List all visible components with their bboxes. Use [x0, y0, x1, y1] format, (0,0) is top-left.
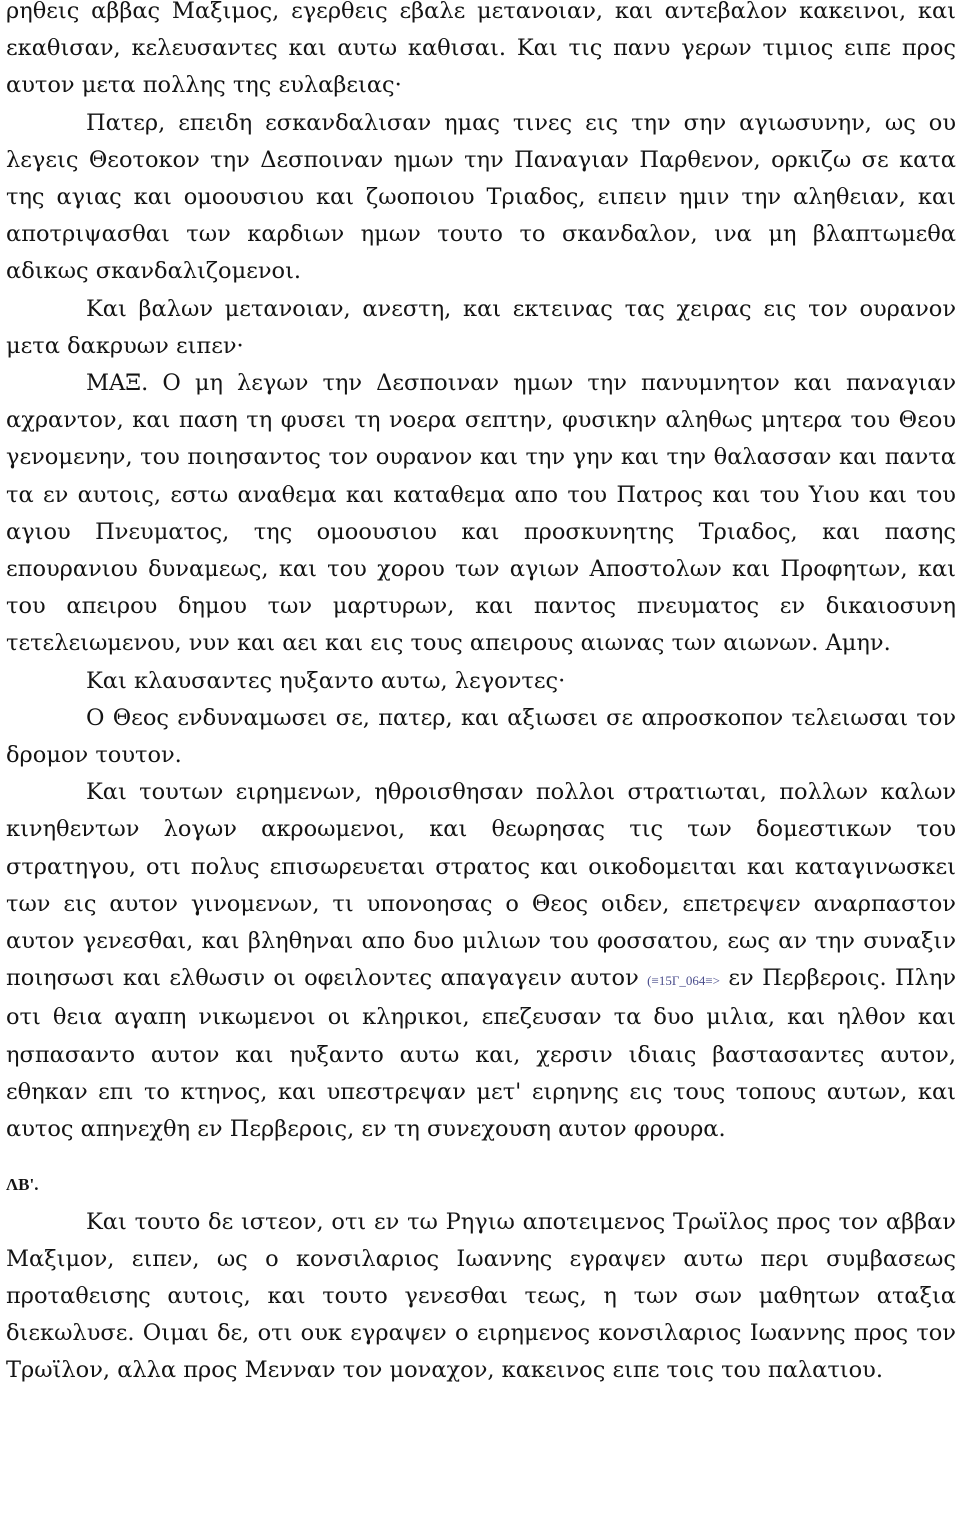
page-marker: (≡15Γ_064≡>	[647, 973, 720, 989]
document-page	[6, 0, 956, 1390]
paragraph-7-part-b: εν Περβεροις. Πλην οτι θεια αγαπη νικωμενοι οι κληρικοι, επεζευσαν τα δυο μιλια, και ηλθον και ησπασαντο αυτον και ηυξαντο αυτω και, χερσιν ιδιαις βαστασαντες αυτον, εθηκαν επι το κτηνος, και υπεστρεψαν μετ' ειρηνης εις τους τοπους αυτων, και αυτος απηνεχθη εν Περβεροις, εν τη συνεχουση αυτον φρουρα.	[6, 965, 957, 1143]
paragraph-3: Και βαλων μετανοιαν, ανεστη, και εκτεινας τας χειρας εις τον ουρανον μετα δακρυων ειπεν·	[6, 295, 956, 359]
paragraph-6: Ο Θεος ενδυναμωσει σε, πατερ, και αξιωσει σε απροσκοπον τελειωσαι τον δρομον τουτον.	[6, 704, 956, 769]
paragraph-2: Πατερ, επειδη εσκανδαλισαν ημας τινες εις την σην αγιωσυνην, ως ου λεγεις Θεοτοκον την Δεσποιναν ημων την Παναγιαν Παρθενον, ορκιζω σε κατα της αγιας και ομοουσιου και ζωοποιου Τριαδος, ειπειν ημιν την αληθειαν, και αποτριψασθαι των καρδιων ημων τουτο το σκανδαλον, ινα μη βλαπτωμεθα αδικως σκανδαλιζομενοι.	[6, 109, 956, 285]
paragraph-8: Και τουτο δε ιστεον, οτι εν τω Ρηγιω αποτειμενος Τρωϊλος προς τον αββαν Μαξιμον, ειπεν, ως ο κονσιλαριος Ιωαννης εγραψεν αυτω περι συμβασεως προταθεισης αυτοις, και τουτο γενεσθαι τεως, η των σων μαθητων αταξια διεκωλυσε. Οιμαι δε, οτι ουκ εγραψεν ο ειρημενος κονσιλαριος Ιωαννης προς τον Τρωϊλον, αλλα προς Μενναν τον μοναχον, κακεινος ειπε τοις του παλατιου.	[6, 1208, 956, 1384]
paragraph-7	[6, 774, 956, 1148]
paragraph-5: Και κλαυσαντες ηυξαντο αυτω, λεγοντες·	[86, 667, 566, 694]
paragraph-7-part-a: Και τουτων ειρημενων, ηθροισθησαν πολλοι στρατιωται, πολλων καλων κινηθεντων λογων ακροωμενοι, και θεωρησας τις των δομεστικων του στρατηγου, οτι πολυς επισωρευεται στρατος και οικοδομειται και καταγινωσκει των εις αυτον γινομενων, τι υπονοησας ο Θεος οιδεν, επετρεψεν αναρπαστον αυτον γενεσθαι, και βληθηναι απο δυο μιλιων του φοσσατου, εως αν την συναξιν ποιησωσι και ελθωσιν οι οφειλοντες απαγαγειν αυτον	[6, 779, 956, 992]
paragraph-4: ΜΑΞ. Ο μη λεγων την Δεσποιναν ημων την πανυμνητον και παναγιαν αχραντον, και παση τη φυσει τη νοερα σεπτην, φυσικην αληθως μητερα του Θεου γενομενην, του ποιησαντος τον ουρανον και την γην και την θαλασσαν και παντα τα εν αυτοις, εστω αναθεμα και καταθεμα απο του Πατρος και του Υιου και του αγιου Πνευματος, της ομοουσιου και προσκυνητης Τριαδος, και πασης επουρανιου δυναμεως, και του χορου των αγιων Αποστολων και Προφητων, και του απειρου δημου των μαρτυρων, και παντος πνευματος εν δικαιοσυνη τετελειωμενου, νυν και αει και εις τους απειρους αιωνας των αιωνων. Αμην.	[6, 370, 956, 657]
paragraph-1: ρηθεις αββας Μαξιμος, εγερθεις εβαλε μετανοιαν, και αντεβαλον κακεινοι, και εκαθισαν, κελευσαντες και αυτω καθισαι. Και τις πανυ γερων τιμιος ειπε προς αυτον μετα πολλης της ευλαβειας·	[6, 0, 956, 99]
section-heading: ΛΒ'.	[6, 1175, 39, 1195]
